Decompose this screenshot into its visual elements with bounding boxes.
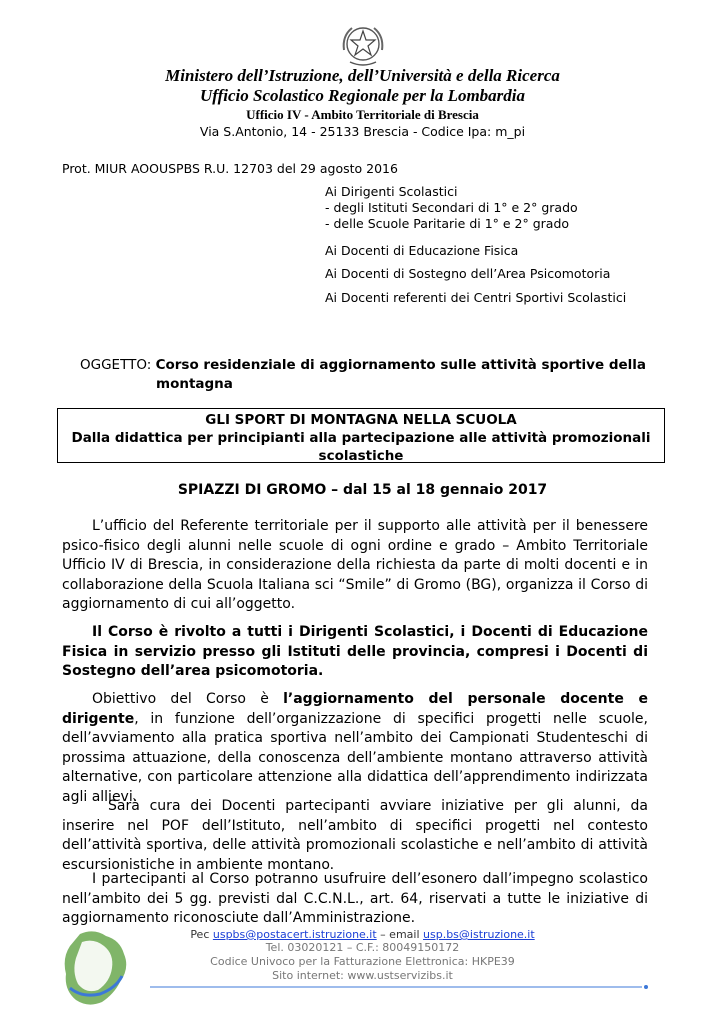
subject-text: Corso residenziale di aggiornamento sulle attività sportive della [155,357,647,373]
course-subtitle-cont: scolastiche [318,448,404,464]
subject-block [80,356,650,394]
footer-divider [150,985,650,989]
pec-email-link[interactable]: uspbs@postacert.istruzione.it [212,928,377,941]
recipient-line: Ai Dirigenti Scolastici [325,184,458,199]
course-place-date: SPIAZZI DI GROMO – dal 15 al 18 gennaio 2017 [177,482,548,498]
body-paragraph: L’ufficio del Referente territoriale per il supporto alle attività per il benessere psico-fisico degli alunni nelle scuole di ogni ordine e grado – Ambito Territoriale Ufficio IV di Brescia, in considerazione della richiesta da parte di molti docenti e in collaborazione della Scuola Italiana sci “Smile” di Gromo (BG), organizza il Corso di aggiornamento di cui all’oggetto. [62,518,648,612]
course-title-box [57,408,665,463]
unit-title: Ufficio IV - Ambito Territoriale di Brescia [246,107,479,122]
course-title: GLI SPORT DI MONTAGNA NELLA SCUOLA [205,412,517,428]
subject-label: OGGETTO: [80,357,156,373]
email-link[interactable]: usp.bs@istruzione.it [423,928,535,941]
footer-tel: Tel. 03020121 – C.F.: 80049150172 [265,941,460,954]
body-paragraph: Obiettivo del Corso è l’aggiornamento del personale docente e dirigente, in funzione dell’organizzazione di specifici progetti nelle scuole, dell’avviamento alla pratica sportiva nell’ambito dei Campionati Studenteschi di prossima attuazione, della conoscenza dell’ambiente montano attraverso attività alternative, con particolare attenzione alla didattica dell’apprendimento indirizzata agli allievi. [62,691,648,805]
recipient-line: - degli Istituti Secondari di 1° e 2° grado [325,200,578,215]
ministry-title: Ministero dell’Istruzione, dell’Università e della Ricerca [165,66,560,85]
body-paragraph: I partecipanti al Corso potranno usufruire dell’esonero dall’impegno scolastico nell’ambito dei 5 gg. previsti dal C.C.N.L., art. 64, riservati a tutte le iniziative di aggiornamento riconosciute dall’Amministrazione. [62,871,648,926]
protocol-number: Prot. MIUR AOOUSPBS R.U. 12703 del 29 agosto 2016 [62,161,398,176]
subject-text-cont: montagna [156,376,233,392]
body-paragraph-bold: Il Corso è rivolto a tutti i Dirigenti Scolastici, i Docenti di Educazione Fisica in servizio presso gli Istituti delle provincia, compresi i Docenti di Sostegno dell’area psicomotoria. [62,624,648,679]
recipient-line: Ai Docenti di Sostegno dell’Area Psicomotoria [325,266,611,281]
recipient-line: Ai Docenti referenti dei Centri Sportivi Scolastici [325,290,627,305]
recipient-line: Ai Docenti di Educazione Fisica [325,243,519,258]
footer-contacts: Pec uspbs@postacert.istruzione.it – email usp.bs@istruzione.it [190,928,535,941]
italian-republic-emblem [338,20,388,68]
emphasis-text: l’aggiornamento del personale docente e dirigente [62,691,648,727]
recipient-line: - delle Scuole Paritarie di 1° e 2° grado [325,216,570,231]
footer-invoice-code: Codice Univoco per la Fatturazione Elettronica: HKPE39 [210,955,515,968]
office-title: Ufficio Scolastico Regionale per la Lombardia [199,86,526,105]
course-subtitle: Dalla didattica per principianti alla partecipazione alle attività promozionali [71,430,651,446]
footer-website: Sito internet: www.ustservizibs.it [272,969,453,982]
body-paragraph: Sarà cura dei Docenti partecipanti avviare iniziative per gli alunni, da inserire nel POF dell’Istituto, nell’ambito di specifici progetti nel contesto dell’attività sportiva, delle attività promozionali scolastiche e nell’ambito di attività escursionistiche in ambiente montano. [62,798,648,873]
office-address: Via S.Antonio, 14 - 25133 Brescia - Codice Ipa: m_pi [199,124,526,139]
